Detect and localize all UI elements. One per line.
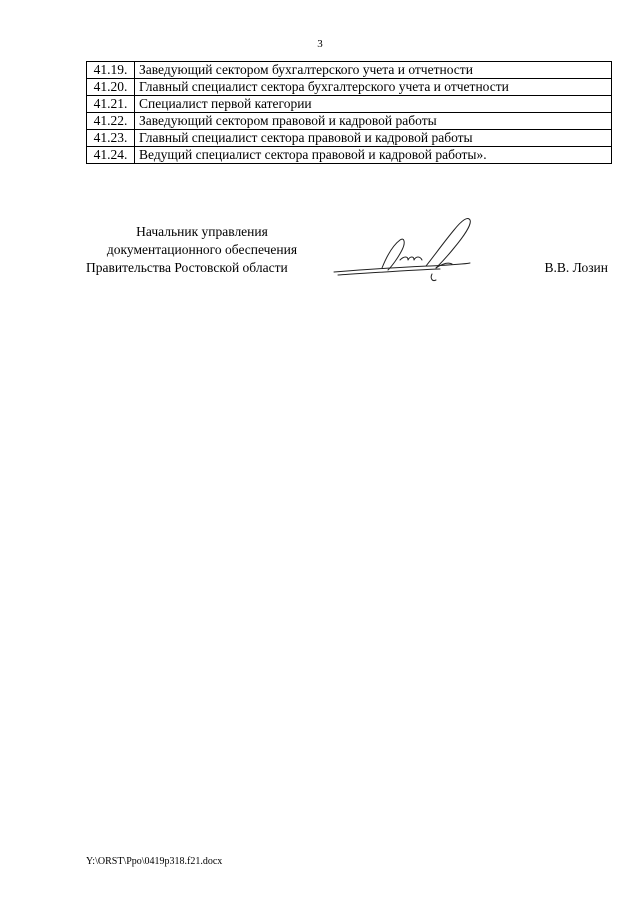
table-row <box>87 79 612 96</box>
row-position-title: Главный специалист сектора правовой и кадровой работы <box>135 130 612 147</box>
row-position-title: Специалист первой категории <box>135 96 612 113</box>
row-number: 41.24. <box>87 147 135 164</box>
row-number: 41.21. <box>87 96 135 113</box>
row-position-title: Заведующий сектором бухгалтерского учета и отчетности <box>135 62 612 79</box>
signer-title-line: документационного обеспечения <box>106 242 298 257</box>
signer-title-line: Правительства Ростовской области <box>86 260 288 275</box>
row-number: 41.22. <box>87 113 135 130</box>
file-path: Y:\ORST\Ppo\0419p318.f21.docx <box>86 856 223 867</box>
row-position-title: Заведующий сектором правовой и кадровой работы <box>135 113 612 130</box>
row-position-title: Ведущий специалист сектора правовой и кадровой работы». <box>135 147 612 164</box>
signer-title-line: Начальник управления <box>136 224 268 239</box>
table-row <box>87 62 612 79</box>
signer-name: В.В. Лозин <box>544 260 608 275</box>
table-row <box>87 147 612 164</box>
row-number: 41.20. <box>87 79 135 96</box>
signer-title <box>86 223 318 277</box>
handwritten-signature <box>330 212 500 290</box>
row-position-title: Главный специалист сектора бухгалтерского учета и отчетности <box>135 79 612 96</box>
page-number: 3 <box>317 38 323 50</box>
table-row <box>87 130 612 147</box>
row-number: 41.23. <box>87 130 135 147</box>
table-row <box>87 113 612 130</box>
row-number: 41.19. <box>87 62 135 79</box>
positions-table <box>86 61 612 164</box>
table-row <box>87 96 612 113</box>
